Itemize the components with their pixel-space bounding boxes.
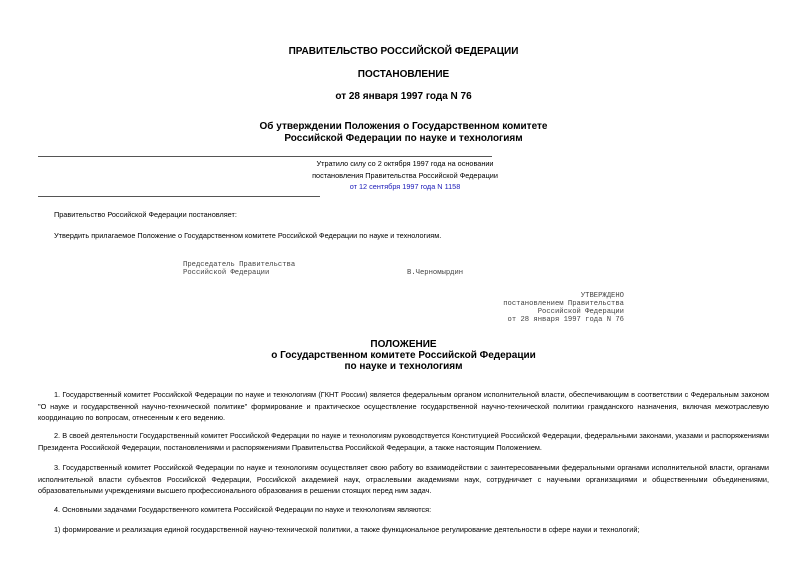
regulation-paragraph-1: 1. Государственный комитет Российской Федерации по науке и технологиям (ГКНТ России) является федеральным органом исполнительной власти, обеспечивающим в соответствии с Федеральным законом "О науке и государственной научно-технической политике" формирование и практическое осуществление государственной научно-технической политики гражданского назначения, включая межотраслевую координацию по вопросам, отнесенным к его ведению. bbox=[38, 390, 769, 422]
signatory-title-line-2: Российской Федерации bbox=[183, 269, 270, 277]
regulation-paragraph-2: 2. В своей деятельности Государственный комитет Российской Федерации по науке и технологиям руководствуется Конституцией Российской Федерации, федеральными законами, указами и распоряжениями Президента Российской Федерации, постановлениями и распоряжениями Правительства Российской Федерации, а также настоящим Положением. bbox=[38, 431, 769, 452]
approval-line-1: УТВЕРЖДЕНО bbox=[580, 292, 624, 300]
status-bottom-divider bbox=[38, 196, 320, 197]
regulation-heading: ПОЛОЖЕНИЕ bbox=[370, 339, 437, 350]
date-number-heading: от 28 января 1997 года N 76 bbox=[335, 91, 472, 102]
status-top-divider bbox=[38, 156, 492, 157]
repeal-decree-link[interactable]: от 12 сентября 1997 года N 1158 bbox=[349, 182, 461, 191]
status-line-2: постановления Правительства Российской Федерации bbox=[312, 171, 498, 180]
approval-line-3: Российской Федерации bbox=[537, 308, 624, 316]
title-line-2: Российской Федерации по науке и технологиям bbox=[284, 133, 523, 144]
decree-intro: Правительство Российской Федерации постановляет: bbox=[54, 210, 237, 219]
signatory-title-line-1: Председатель Правительства bbox=[183, 261, 296, 269]
regulation-paragraph-3: 3. Государственный комитет Российской Федерации по науке и технологиям осуществляет свою работу во взаимодействии с заинтересованными федеральными органами исполнительной власти, органами исполнительной власти субъектов Российской Федерации, Российской академией наук, отраслевыми академиями наук, сотрудничает с научными организациями и общественными объединениями, образовательными учреждениями высшего профессионального образования в решении стоящих перед ним задач. bbox=[38, 463, 769, 495]
government-heading: ПРАВИТЕЛЬСТВО РОССИЙСКОЙ ФЕДЕРАЦИИ bbox=[288, 46, 519, 57]
signatory-name: В.Черномырдин bbox=[407, 269, 464, 277]
status-line-1: Утратило силу со 2 октября 1997 года на основании bbox=[316, 159, 494, 168]
approval-line-4: от 28 января 1997 года N 76 bbox=[507, 316, 624, 324]
regulation-paragraph-5: 1) формирование и реализация единой государственной научно-технической политики, а также функциональное регулирование деятельности в сфере науки и технологий; bbox=[54, 525, 640, 534]
decree-text: Утвердить прилагаемое Положение о Государственном комитете Российской Федерации по науке и технологиям. bbox=[54, 231, 442, 240]
regulation-subheading-2: по науке и технологиям bbox=[344, 361, 463, 372]
approval-line-2: постановлением Правительства bbox=[503, 300, 624, 308]
regulation-subheading-1: о Государственном комитете Российской Федерации bbox=[271, 350, 536, 361]
regulation-paragraph-4: 4. Основными задачами Государственного комитета Российской Федерации по науке и технологиям являются: bbox=[54, 505, 432, 514]
document-type-heading: ПОСТАНОВЛЕНИЕ bbox=[357, 69, 450, 80]
title-line-1: Об утверждении Положения о Государственном комитете bbox=[259, 121, 548, 132]
